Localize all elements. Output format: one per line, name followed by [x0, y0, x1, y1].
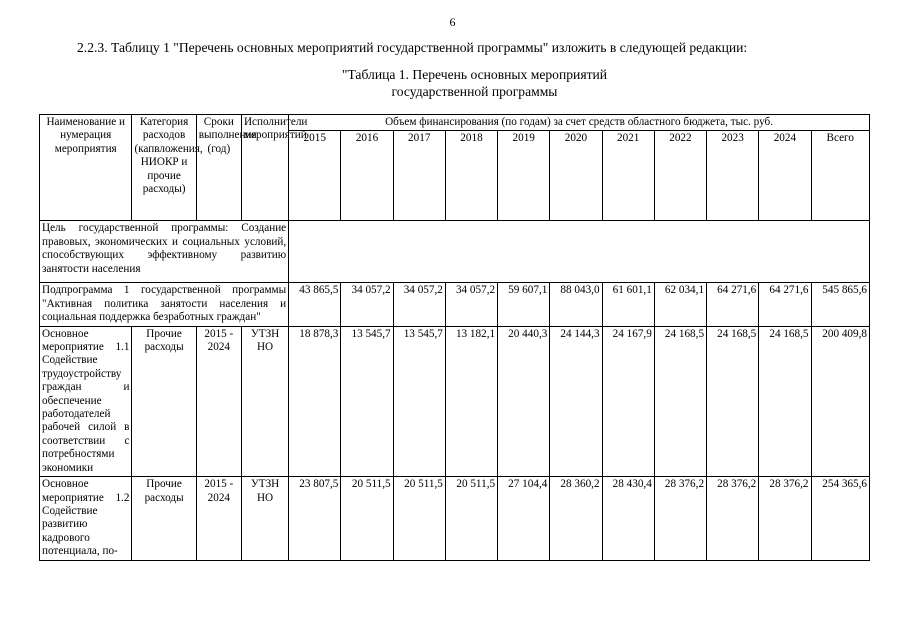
subprogram-name-cell: Подпрограмма 1 государственной программы "Активная политика занятости населения и социальная поддержка безработных граждан" — [40, 283, 289, 326]
value-cell: 43 865,5 — [289, 283, 341, 326]
header-executor-cell: Исполнители мероприятий — [241, 115, 288, 221]
value-cell: 59 607,1 — [498, 283, 550, 326]
value-cell: 13 545,7 — [341, 326, 393, 476]
activity-period-cell: 2015 - 2024 — [196, 326, 241, 476]
activity-row-1-1 — [40, 326, 870, 476]
value-cell: 20 511,5 — [393, 477, 445, 560]
table-title-line1: "Таблица 1. Перечень основных мероприятий — [341, 67, 608, 82]
value-cell: 18 878,3 — [289, 326, 341, 476]
activities-table — [39, 114, 870, 561]
header-year-cell: 2020 — [550, 131, 602, 221]
value-cell: 34 057,2 — [445, 283, 497, 326]
header-period-cell: Сроки выполнения (год) — [196, 115, 241, 221]
value-cell: 28 430,4 — [602, 477, 654, 560]
value-cell: 64 271,6 — [759, 283, 811, 326]
value-cell: 64 271,6 — [707, 283, 759, 326]
value-cell: 61 601,1 — [602, 283, 654, 326]
value-cell: 24 144,3 — [550, 326, 602, 476]
value-cell: 20 440,3 — [498, 326, 550, 476]
intro-paragraph: 2.2.3. Таблицу 1 "Перечень основных мероприятий государственной программы" изложить в следующей редакции: — [77, 40, 748, 55]
header-row-1 — [40, 115, 870, 131]
value-cell: 23 807,5 — [289, 477, 341, 560]
activity-name-cell: Основное мероприятие 1.2 Содействие развитию кадрового потенциала, по- — [40, 477, 132, 560]
total-cell: 200 409,8 — [811, 326, 870, 476]
header-name-cell: Наименование и нумерация мероприятия — [40, 115, 132, 221]
table-title — [0, 66, 905, 100]
value-cell: 28 376,2 — [759, 477, 811, 560]
value-cell: 28 376,2 — [707, 477, 759, 560]
header-year-cell: 2018 — [445, 131, 497, 221]
header-year-cell: 2017 — [393, 131, 445, 221]
value-cell: 24 167,9 — [602, 326, 654, 476]
activity-name-cell: Основное мероприятие 1.1 Содействие трудоустройству граждан и обеспечение работодателей рабочей силой в соответствии с потребностями экономики — [40, 326, 132, 476]
header-total-cell: Всего — [811, 131, 870, 221]
value-cell: 62 034,1 — [654, 283, 706, 326]
value-cell: 20 511,5 — [341, 477, 393, 560]
goal-text-cell: Цель государственной программы: Создание правовых, экономических и социальных условий, способствующих эффективному развитию занятости населения — [40, 221, 289, 283]
subprogram-row — [40, 283, 870, 326]
activity-executor-cell: УТЗН НО — [241, 326, 288, 476]
value-cell: 20 511,5 — [445, 477, 497, 560]
header-year-cell: 2019 — [498, 131, 550, 221]
activity-executor-cell: УТЗН НО — [241, 477, 288, 560]
header-year-cell: 2022 — [654, 131, 706, 221]
activity-category-cell: Прочие расходы — [132, 477, 196, 560]
goal-empty-cell — [289, 221, 870, 283]
header-year-cell: 2023 — [707, 131, 759, 221]
table-title-line2: государственной программы — [391, 84, 558, 99]
value-cell: 13 182,1 — [445, 326, 497, 476]
header-year-cell: 2021 — [602, 131, 654, 221]
value-cell: 88 043,0 — [550, 283, 602, 326]
header-category-cell: Категория расходов (капвложения, НИОКР и прочие расходы) — [132, 115, 196, 221]
value-cell: 34 057,2 — [341, 283, 393, 326]
header-funding-cell: Объем финансирования (по годам) за счет средств областного бюджета, тыс. руб. — [289, 115, 870, 131]
total-cell: 254 365,6 — [811, 477, 870, 560]
activity-category-cell: Прочие расходы — [132, 326, 196, 476]
page-number: 6 — [449, 15, 456, 29]
value-cell: 28 376,2 — [654, 477, 706, 560]
goal-row — [40, 221, 870, 283]
header-year-cell: 2016 — [341, 131, 393, 221]
header-year-cell: 2024 — [759, 131, 811, 221]
activity-period-cell: 2015 - 2024 — [196, 477, 241, 560]
value-cell: 34 057,2 — [393, 283, 445, 326]
total-cell: 545 865,6 — [811, 283, 870, 326]
value-cell: 27 104,4 — [498, 477, 550, 560]
value-cell: 24 168,5 — [654, 326, 706, 476]
value-cell: 28 360,2 — [550, 477, 602, 560]
value-cell: 24 168,5 — [707, 326, 759, 476]
value-cell: 13 545,7 — [393, 326, 445, 476]
activity-row-1-2 — [40, 477, 870, 560]
header-year-cell: 2015 — [289, 131, 341, 221]
value-cell: 24 168,5 — [759, 326, 811, 476]
